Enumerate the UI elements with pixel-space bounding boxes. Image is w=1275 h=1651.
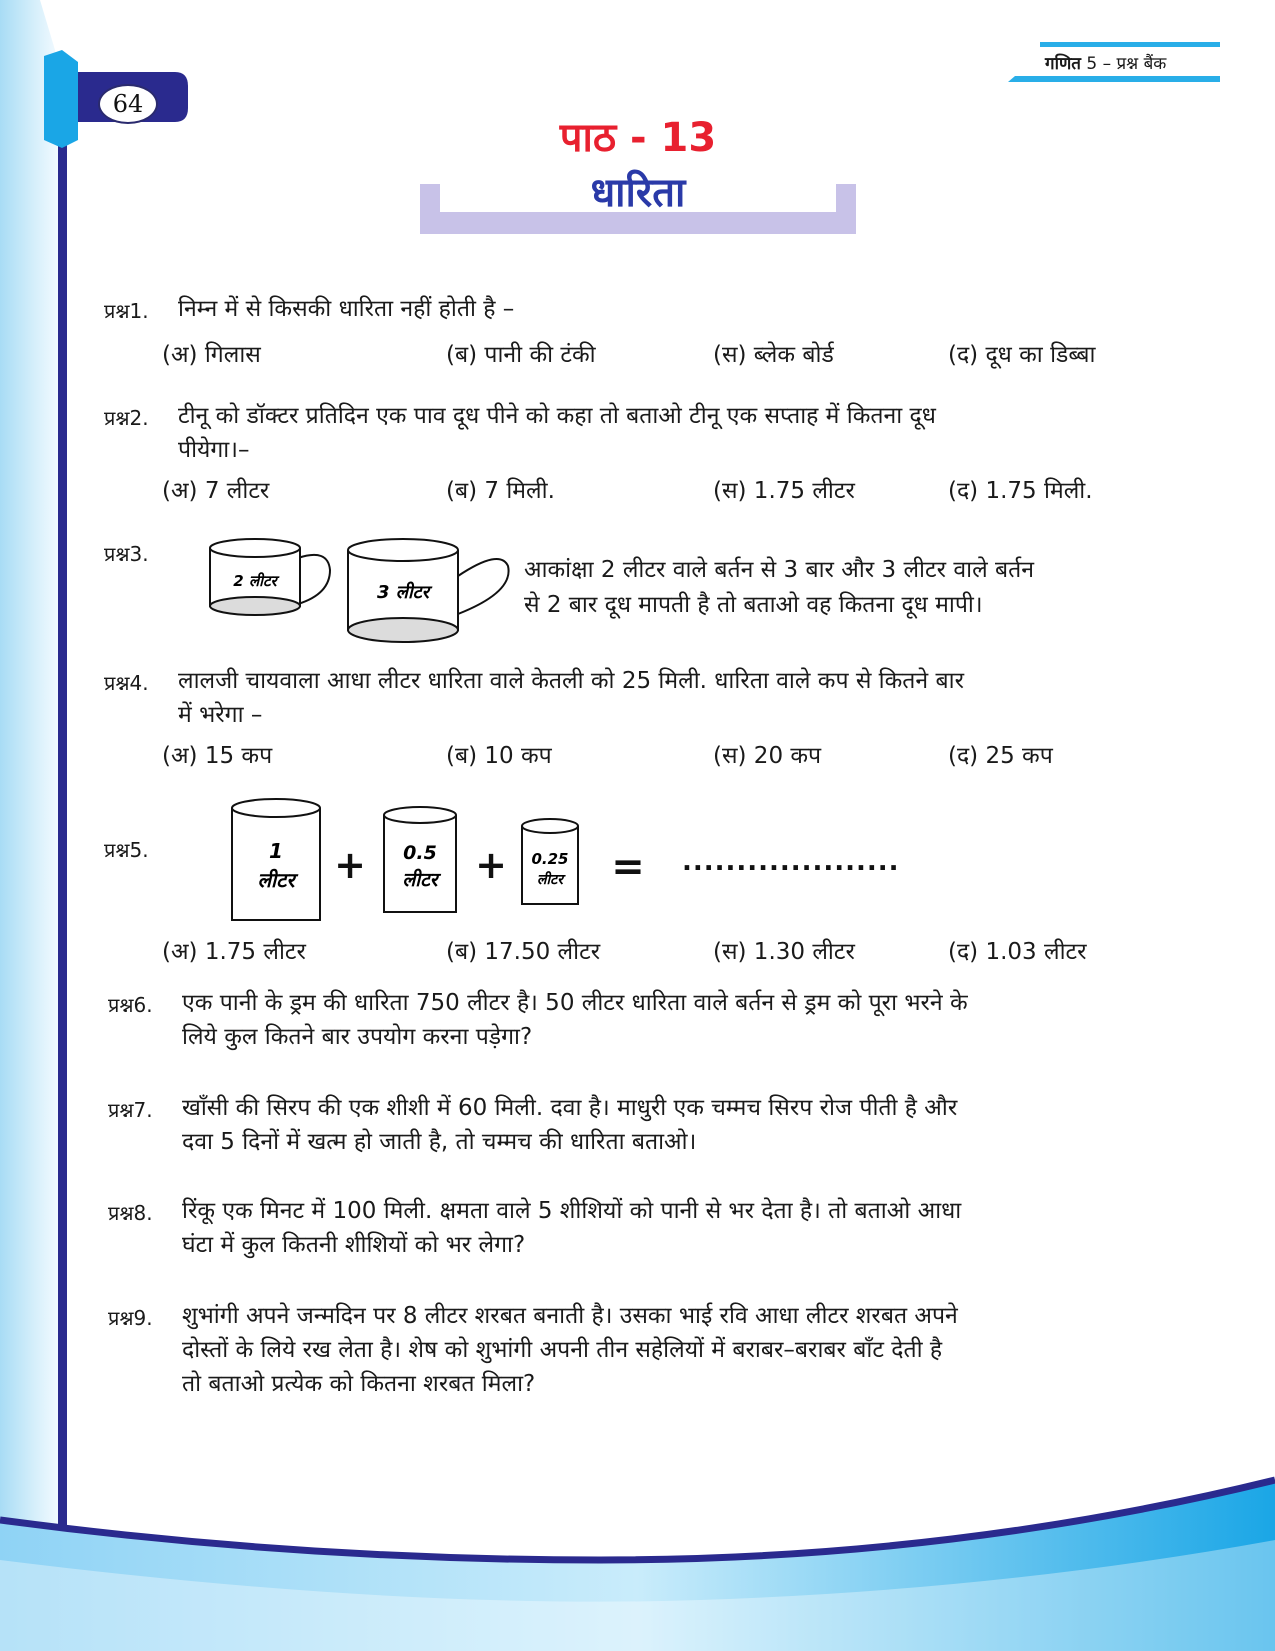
can-0.25-litre bbox=[522, 819, 578, 904]
question-label: प्रश्न6. bbox=[108, 993, 153, 1017]
question-text: निम्न में से किसकी धारिता नहीं होती है – bbox=[178, 296, 515, 322]
equals-sign: = bbox=[611, 844, 645, 890]
running-header bbox=[1045, 51, 1166, 74]
option: (ब) 7 मिली. bbox=[446, 478, 555, 504]
cans-figure bbox=[220, 796, 950, 926]
question-label: प्रश्न4. bbox=[104, 671, 149, 695]
can-2-unit: लीटर bbox=[402, 869, 438, 891]
question-text: आकांक्षा 2 लीटर वाले बर्तन से 3 बार और 3 लीटर वाले बर्तन bbox=[524, 557, 1034, 583]
question-text: पीयेगा।– bbox=[178, 437, 250, 463]
option: (द) दूध का डिब्बा bbox=[948, 342, 1096, 368]
option: (स) 20 कप bbox=[713, 743, 822, 769]
question-label: प्रश्न8. bbox=[108, 1201, 153, 1225]
lesson-title: धारिता bbox=[590, 170, 686, 216]
question-label: प्रश्न5. bbox=[104, 838, 149, 862]
question-text: एक पानी के ड्रम की धारिता 750 लीटर है। 50 लीटर धारिता वाले बर्तन से ड्रम को पूरा भरने के bbox=[182, 990, 968, 1016]
can-2-value: 0.5 bbox=[403, 842, 437, 864]
option: (अ) 15 कप bbox=[162, 743, 273, 769]
answer-blank: .................... bbox=[682, 847, 900, 877]
option: (ब) 17.50 लीटर bbox=[446, 939, 601, 965]
option: (ब) 10 कप bbox=[446, 743, 552, 769]
page-number: 64 bbox=[98, 84, 158, 124]
question-label: प्रश्न2. bbox=[104, 406, 149, 430]
can-1-litre bbox=[232, 799, 320, 920]
option: (स) 1.30 लीटर bbox=[713, 939, 855, 965]
option: (अ) 7 लीटर bbox=[162, 478, 270, 504]
option: (स) ब्लेक बोर्ड bbox=[713, 342, 834, 368]
question-text: खाँसी की सिरप की एक शीशी में 60 मिली. दवा है। माधुरी एक चम्मच सिरप रोज पीती है और bbox=[182, 1095, 958, 1121]
mug-2-litre bbox=[210, 539, 330, 615]
question-text: दवा 5 दिनों में खत्म हो जाती है, तो चम्मच की धारिता बताओ। bbox=[182, 1129, 697, 1155]
question-text: लिये कुल कितने बार उपयोग करना पड़ेगा? bbox=[182, 1024, 533, 1050]
can-3-unit: लीटर bbox=[537, 872, 563, 888]
question-text: तो बताओ प्रत्येक को कितना शरबत मिला? bbox=[182, 1371, 536, 1397]
header-book: 5 – प्रश्न बैंक bbox=[1086, 54, 1167, 74]
header-subject: गणित bbox=[1045, 54, 1081, 74]
question-text: में भरेगा – bbox=[178, 702, 263, 728]
option: (अ) गिलास bbox=[162, 342, 261, 368]
question-label: प्रश्न7. bbox=[108, 1098, 153, 1122]
question-label: प्रश्न9. bbox=[108, 1306, 153, 1330]
question-text: रिंकू एक मिनट में 100 मिली. क्षमता वाले 5 शीशियों को पानी से भर देता है। तो बताओ आधा bbox=[182, 1198, 962, 1224]
option: (द) 25 कप bbox=[948, 743, 1053, 769]
plus-sign: + bbox=[475, 843, 507, 887]
question-label: प्रश्न3. bbox=[104, 542, 149, 566]
option: (द) 1.03 लीटर bbox=[948, 939, 1087, 965]
can-0.5-litre bbox=[384, 807, 456, 912]
question-text: से 2 बार दूध मापती है तो बताओ वह कितना दूध मापी। bbox=[524, 592, 983, 618]
mugs-figure bbox=[200, 536, 520, 648]
mug-2-label: 2 लीटर bbox=[233, 572, 277, 590]
can-1-value: 1 bbox=[269, 839, 283, 863]
mug-3-label: 3 लीटर bbox=[376, 582, 430, 603]
question-text: घंटा में कुल कितनी शीशियों को भर लेगा? bbox=[182, 1232, 526, 1258]
lesson-number: पाठ - 13 bbox=[559, 115, 717, 161]
option: (द) 1.75 मिली. bbox=[948, 478, 1093, 504]
option: (स) 1.75 लीटर bbox=[713, 478, 855, 504]
can-1-unit: लीटर bbox=[257, 868, 295, 892]
option: (अ) 1.75 लीटर bbox=[162, 939, 306, 965]
question-text: लालजी चायवाला आधा लीटर धारिता वाले केतली को 25 मिली. धारिता वाले कप से कितने बार bbox=[178, 668, 964, 694]
option: (ब) पानी की टंकी bbox=[446, 342, 596, 368]
mug-3-litre bbox=[348, 539, 509, 642]
can-3-value: 0.25 bbox=[531, 850, 569, 868]
plus-sign: + bbox=[334, 843, 366, 887]
question-text: टीनू को डॉक्टर प्रतिदिन एक पाव दूध पीने को कहा तो बताओ टीनू एक सप्ताह में कितना दूध bbox=[178, 403, 936, 429]
question-text: शुभांगी अपने जन्मदिन पर 8 लीटर शरबत बनाती है। उसका भाई रवि आधा लीटर शरबत अपने bbox=[182, 1303, 958, 1329]
question-text: दोस्तों के लिये रख लेता है। शेष को शुभांगी अपनी तीन सहेलियों में बराबर–बराबर बाँट देती है bbox=[182, 1337, 943, 1363]
question-label: प्रश्न1. bbox=[104, 299, 149, 323]
